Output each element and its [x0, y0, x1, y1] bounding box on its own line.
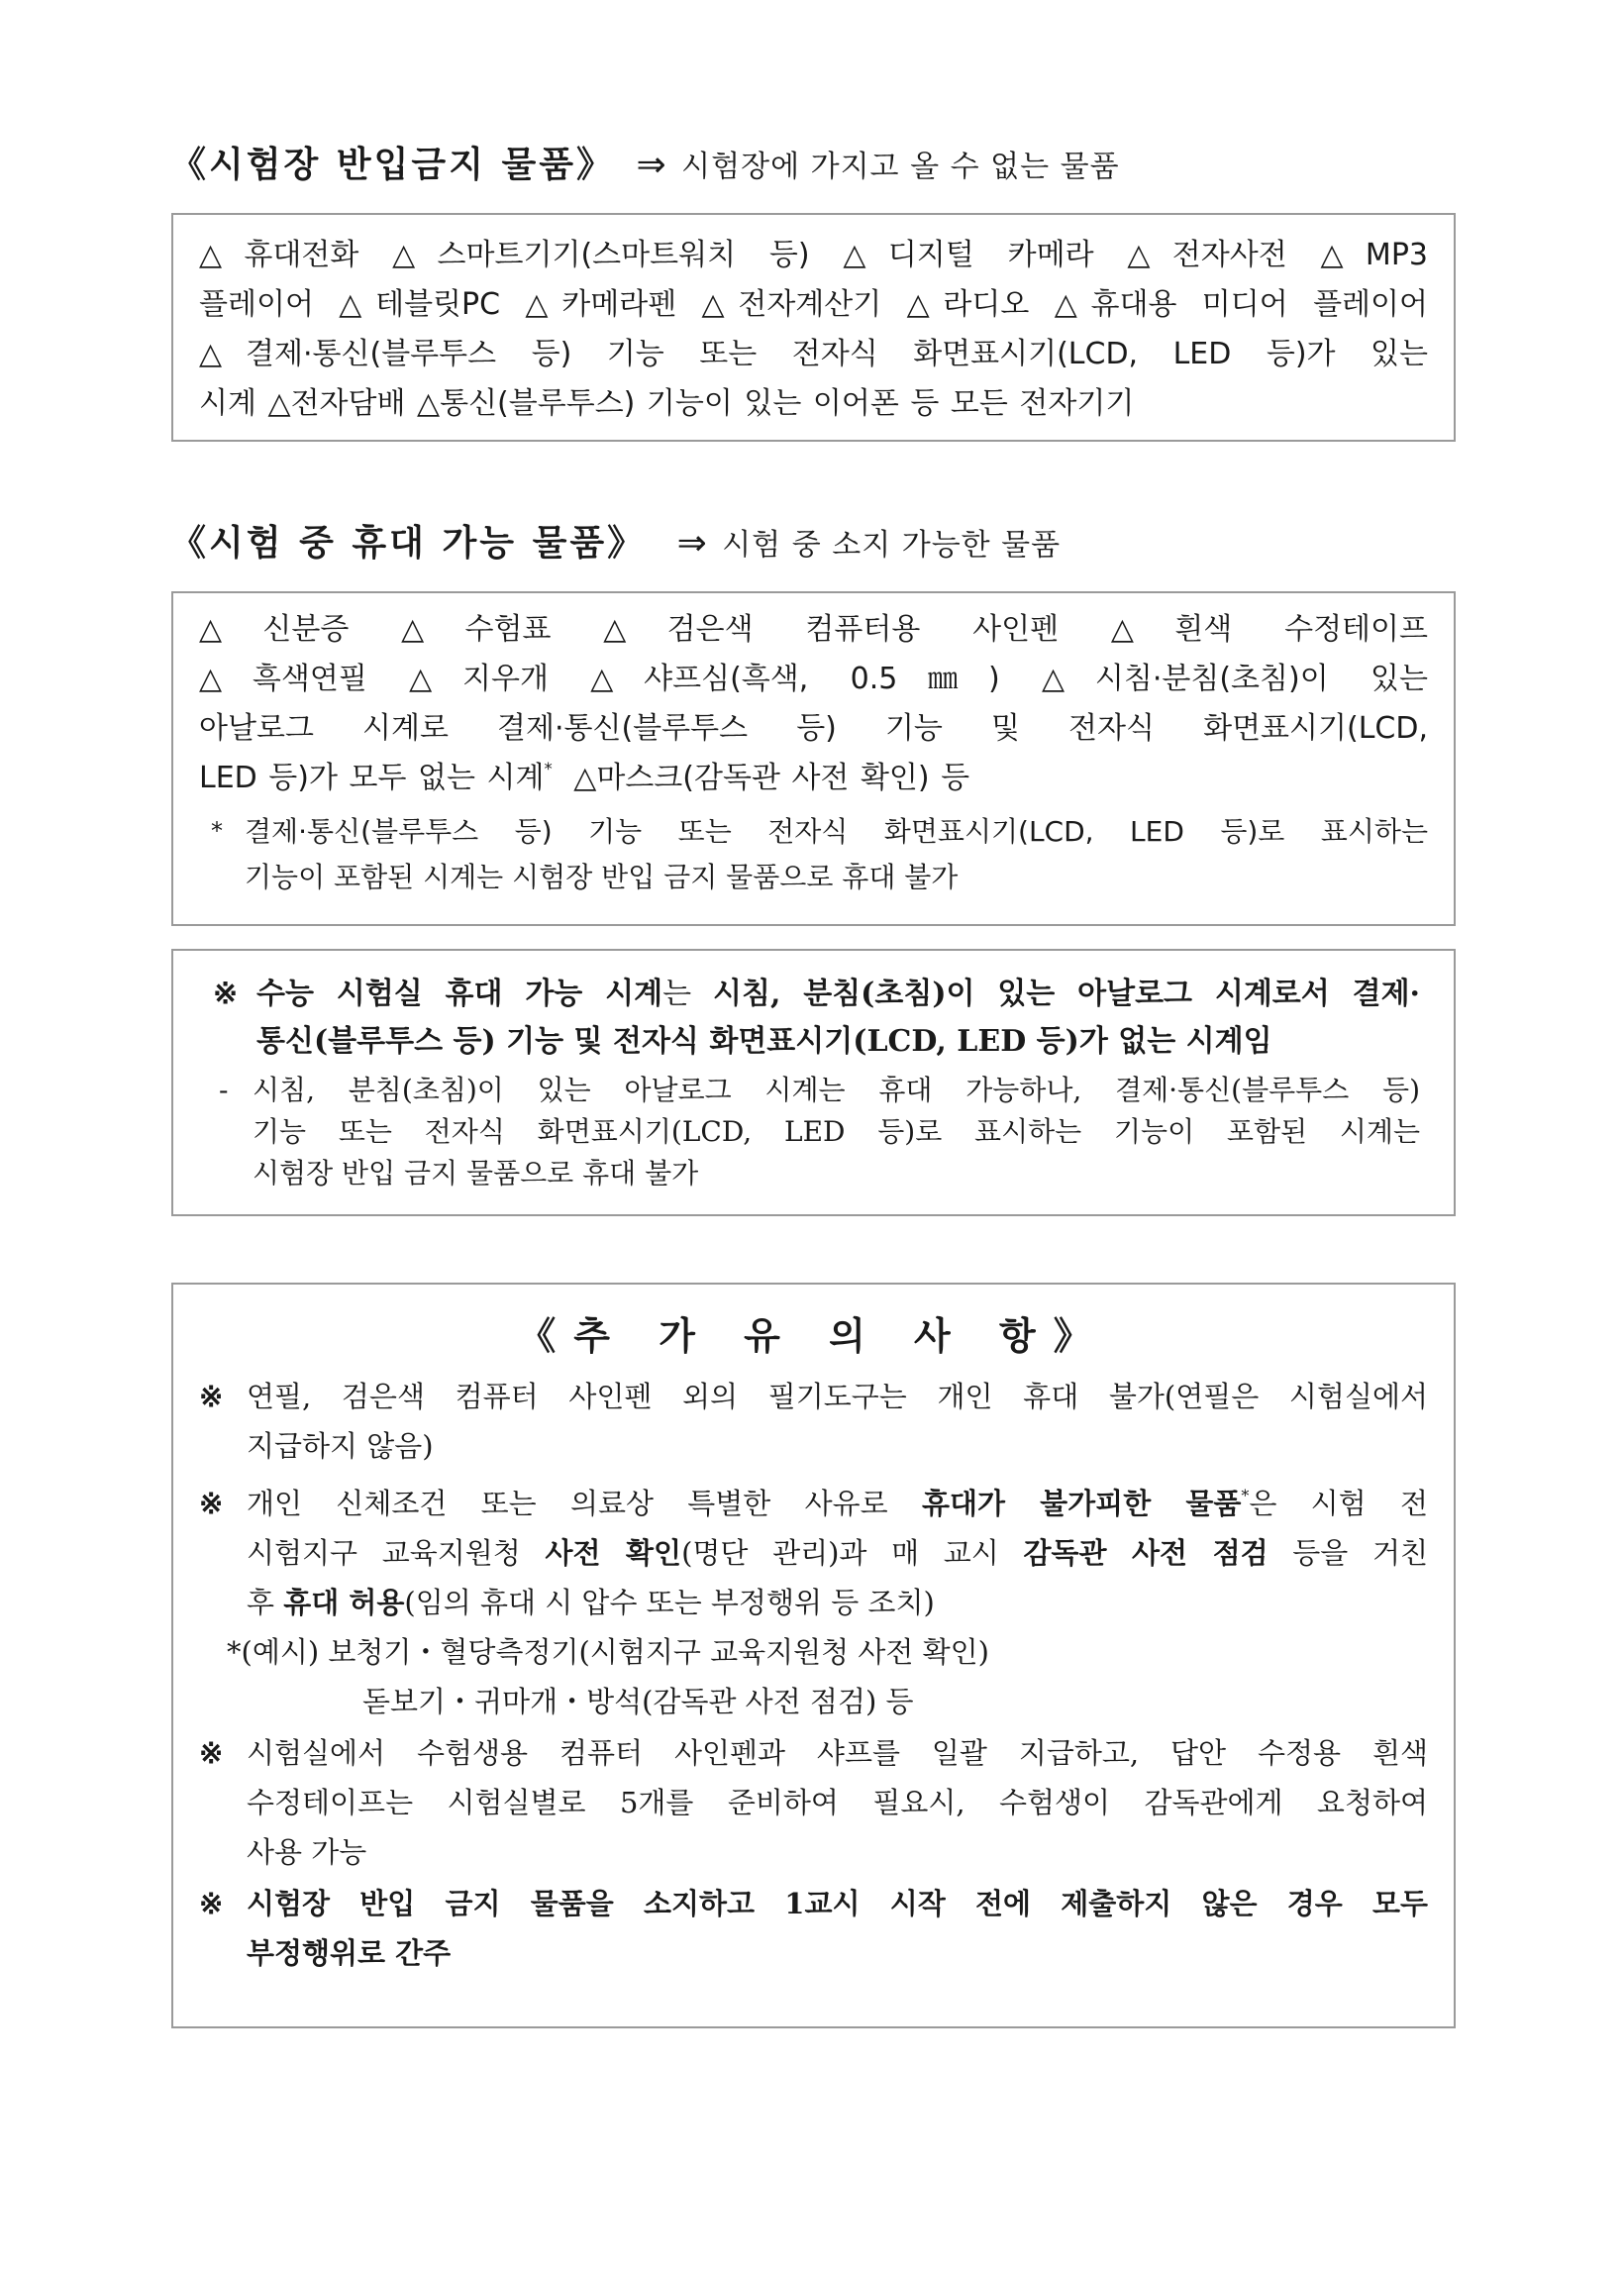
item2-text: 은 시험 전 — [1249, 1487, 1428, 1520]
item3-line: 시험실에서 수험생용 컴퓨터 사인펜과 샤프를 일괄 지급하고, 답안 수정용 흰색 — [247, 1736, 1428, 1770]
item2-bold: 휴대 허용 — [283, 1586, 405, 1619]
section1-title: 《시험장 반입금지 물품》 — [170, 145, 616, 185]
item4-line: 부정행위로 간주 — [247, 1936, 452, 1970]
additional-item — [199, 1479, 1428, 1627]
notice-line1 — [256, 971, 1420, 1018]
footnote-line: 결제·통신(블루투스 등) 기능 또는 전자식 화면표시기(LCD, LED 등)로 표시하는 — [245, 815, 1428, 848]
footnote-line: 기능이 포함된 시계는 시험장 반입 금지 물품으로 휴대 불가 — [245, 861, 959, 893]
item2-bold: 사전 확인 — [545, 1536, 682, 1570]
allowed-line: △흑색연필 △지우개 △샤프심(흑색, 0.5㎜) △시침·분침(초침)이 있는 — [199, 662, 1428, 696]
item2-text: (임의 휴대 시 압수 또는 부정행위 등 조치) — [404, 1586, 935, 1619]
reference-mark-icon: ※ — [199, 1887, 224, 1920]
allowed-line: 아날로그 시계로 결제·통신(블루투스 등) 기능 및 전자식 화면표시기(LCD, — [199, 711, 1428, 746]
notice-bold: 시침, 분침(초침)이 있는 아날로그 시계로서 결제· — [712, 977, 1420, 1011]
item2-text: 등을 거친 — [1292, 1536, 1429, 1570]
allowed-items-box — [171, 591, 1456, 926]
item2-bold: 감독관 사전 점검 — [1023, 1536, 1269, 1570]
item1-line: 연필, 검은색 컴퓨터 사인펜 외의 필기도구는 개인 휴대 불가(연필은 시험실에서 — [247, 1380, 1428, 1413]
footnote-marker: * — [544, 759, 553, 778]
notice-sub-line: 시침, 분침(초침)이 있는 아날로그 시계는 휴대 가능하나, 결제·통신(블루투스 등) — [253, 1074, 1420, 1106]
notice-sub-line: 기능 또는 전자식 화면표시기(LCD, LED 등)로 표시하는 기능이 포함된 시계는 — [253, 1115, 1420, 1148]
allowed-line: △신분증 △수험표 △검은색 컴퓨터용 사인펜 △흰색 수정테이프 — [199, 612, 1428, 647]
reference-mark-icon: ※ — [199, 1380, 224, 1413]
prohibited-items-box — [171, 213, 1456, 442]
item2-text: 시험지구 교육지원청 — [247, 1536, 521, 1570]
item3-line: 수정테이프는 시험실별로 5개를 준비하여 필요시, 수험생이 감독관에게 요청하여 — [247, 1786, 1428, 1819]
item2-text: (명단 관리)과 매 교시 — [681, 1536, 999, 1570]
item2-bold: 휴대가 불가피한 물품 — [921, 1487, 1242, 1520]
notice-sub — [213, 1070, 1420, 1194]
additional-title: 《추 가 유 의 사 항》 — [518, 1313, 1109, 1358]
section2-subtitle: 시험 중 소지 가능한 물품 — [722, 528, 1062, 563]
allowed-line-part: △마스크(감독관 사전 확인) 등 — [573, 761, 970, 795]
additional-notes-box — [171, 1283, 1456, 2028]
reference-mark-icon: ※ — [199, 1487, 224, 1520]
allowed-line-part: LED 등)가 모두 없는 시계 — [199, 761, 545, 795]
section1-subtitle: 시험장에 가지고 올 수 없는 물품 — [681, 150, 1120, 184]
section2-title: 《시험 중 휴대 가능 물품》 — [170, 523, 647, 564]
footnote-marker: * — [1241, 1486, 1250, 1505]
item1-line: 지급하지 않음) — [247, 1429, 434, 1463]
notice-main — [213, 971, 1420, 1066]
section2-heading — [170, 522, 1061, 568]
item3-line: 사용 가능 — [247, 1835, 367, 1869]
prohibited-line: 플레이어 △테블릿PC △카메라펜 △전자계산기 △라디오 △휴대용 미디어 플레이어 — [199, 287, 1428, 322]
prohibited-line: 시계 △전자담배 △통신(블루투스) 기능이 있는 이어폰 등 모든 전자기기 — [199, 386, 1135, 421]
additional-item — [199, 1879, 1428, 1978]
additional-item — [199, 1728, 1428, 1877]
additional-item — [199, 1372, 1428, 1471]
arrow-icon: ⇒ — [636, 145, 668, 185]
example-line1: *(예시) 보청기・혈당측정기(시험지구 교육지원청 사전 확인) — [227, 1635, 989, 1669]
dash-mark: - — [219, 1074, 229, 1106]
notice-sub-line: 시험장 반입 금지 물품으로 휴대 불가 — [253, 1157, 699, 1189]
footnote-mark: * — [211, 817, 223, 845]
reference-mark-icon: ※ — [199, 1736, 224, 1770]
watch-notice-box — [171, 949, 1456, 1216]
notice-bold: 수능 시험실 휴대 가능 시계 — [256, 977, 663, 1011]
reference-mark-icon: ※ — [213, 977, 239, 1011]
arrow-icon: ⇒ — [676, 523, 709, 564]
notice-line2: 통신(블루투스 등) 기능 및 전자식 화면표시기(LCD, LED 등)가 없는 시계임 — [256, 1024, 1272, 1059]
example-line2: 돋보기・귀마개・방석(감독관 사전 점검) 등 — [362, 1685, 914, 1718]
item4-line: 시험장 반입 금지 물품을 소지하고 1교시 시작 전에 제출하지 않은 경우 모두 — [247, 1887, 1428, 1920]
item2-line1 — [247, 1479, 1428, 1528]
footnote — [199, 809, 1428, 900]
prohibited-line: △휴대전화 △스마트기기(스마트워치 등) △디지털 카메라 △전자사전 △MP3 — [199, 238, 1428, 272]
item2-text: 개인 신체조건 또는 의료상 특별한 사유로 — [247, 1487, 888, 1520]
item2-text: 후 — [247, 1586, 275, 1619]
section1-heading — [170, 144, 1120, 189]
prohibited-line: △결제·통신(블루투스 등) 기능 또는 전자식 화면표시기(LCD, LED 등)가 있는 — [199, 337, 1428, 371]
notice-plain: 는 — [662, 977, 692, 1011]
item2-line2 — [247, 1528, 1428, 1578]
item2-line3 — [247, 1578, 1428, 1627]
allowed-line-last — [199, 754, 1428, 803]
